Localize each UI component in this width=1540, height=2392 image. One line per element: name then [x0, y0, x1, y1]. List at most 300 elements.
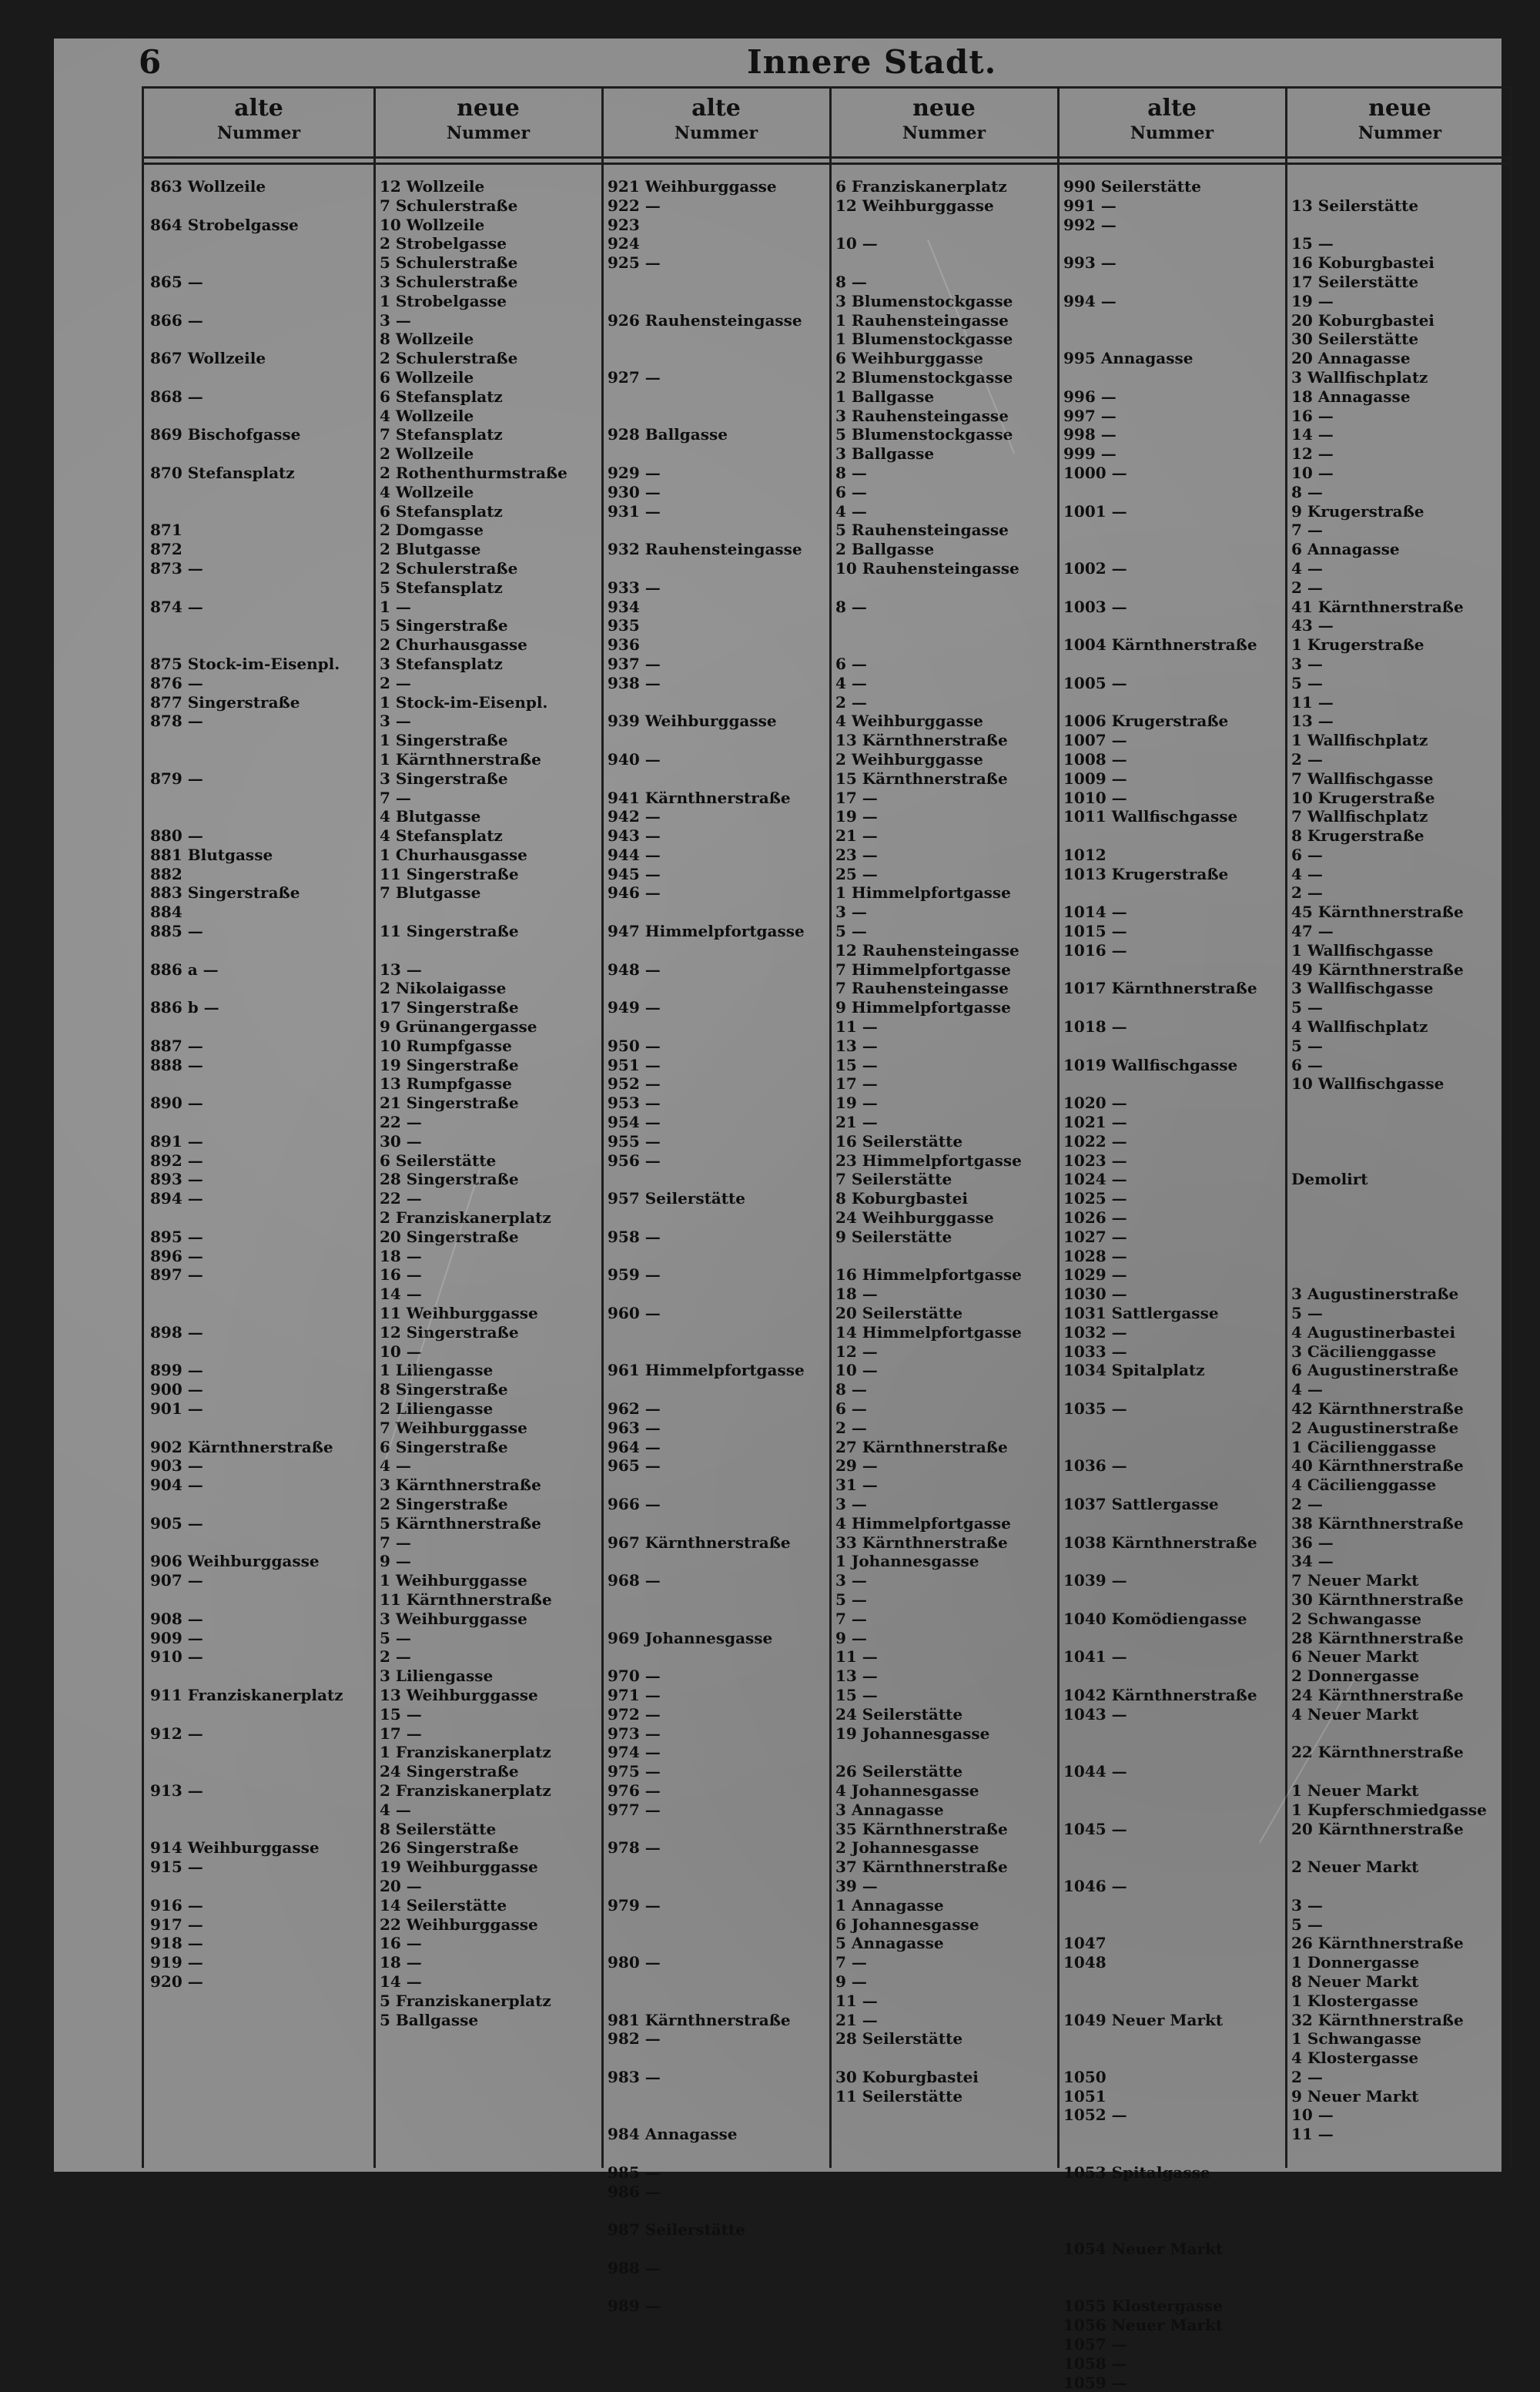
- table-cell: [144, 1533, 373, 1553]
- table-cell: 3 —: [1291, 1895, 1323, 1915]
- table-cell: 1041 —: [1063, 1647, 1127, 1667]
- table-cell: 21 —: [835, 826, 878, 846]
- table-cell: 928 Ballgasse: [608, 425, 728, 444]
- table-cell: 974 —: [608, 1743, 661, 1762]
- table-cell: 28 Seilerstätte: [835, 2029, 963, 2049]
- table-cell: 16 —: [1291, 406, 1334, 425]
- table-cell: 952 —: [608, 1074, 661, 1094]
- table-cell: 21 —: [835, 1113, 878, 1132]
- table-cell: 2 Schulerstraße: [380, 558, 518, 578]
- table-cell: 26 Kärnthnerstraße: [1291, 1934, 1464, 1953]
- table-cell: 901 —: [150, 1399, 203, 1418]
- table-cell: 39 —: [835, 1876, 878, 1895]
- table-cell: [1057, 540, 1287, 559]
- column-header: [144, 89, 373, 158]
- table-cell: 4 Neuer Markt: [1291, 1704, 1419, 1724]
- column-rows: [601, 177, 831, 2316]
- table-cell: 1 Neuer Markt: [1291, 1781, 1419, 1800]
- table-cell: [829, 1743, 1059, 1762]
- table-cell: [1057, 616, 1287, 635]
- table-cell: 1 Franziskanerplatz: [380, 1743, 551, 1762]
- table-cell: [601, 1972, 831, 1992]
- table-cell: 1 Strobelgasse: [380, 291, 507, 310]
- table-cell: 1021 —: [1063, 1113, 1127, 1132]
- table-cell: [1057, 368, 1287, 387]
- table-cell: 20 Seilerstätte: [835, 1304, 963, 1323]
- table-cell: 12 Rauhensteingasse: [835, 940, 1019, 960]
- table-cell: 897 —: [150, 1265, 203, 1285]
- table-cell: [144, 750, 373, 769]
- column-rows: [373, 177, 603, 2029]
- table-cell: 1015 —: [1063, 922, 1127, 941]
- table-cell: 7 —: [380, 788, 411, 807]
- table-cell: 1056 Neuer Markt: [1063, 2316, 1224, 2335]
- table-cell: 4 Cäcilienggasse: [1291, 1476, 1437, 1495]
- page-number: 6: [139, 43, 162, 81]
- table-cell: 975 —: [608, 1762, 661, 1781]
- table-cell: 11 —: [835, 1647, 878, 1667]
- table-cell: 17 —: [835, 788, 878, 807]
- table-cell: 7 —: [380, 1533, 411, 1552]
- column-rows: [829, 177, 1059, 2106]
- table-cell: 895 —: [150, 1227, 203, 1246]
- table-cell: [144, 1801, 373, 1820]
- table-cell: [601, 1170, 831, 1189]
- table-cell: 872: [150, 540, 182, 559]
- table-cell: 1011 Wallfischgasse: [1063, 807, 1238, 826]
- table-cell: 957 Seilerstätte: [608, 1189, 745, 1208]
- table-cell: 30 Kärnthnerstraße: [1291, 1590, 1464, 1609]
- table-cell: [1057, 1476, 1287, 1495]
- table-cell: [601, 330, 831, 349]
- table-cell: [829, 216, 1059, 235]
- table-cell: [1057, 1896, 1287, 1915]
- table-cell: 8 —: [835, 272, 867, 291]
- table-cell: 894 —: [150, 1189, 203, 1208]
- column-header: [1285, 89, 1515, 158]
- column-header: [829, 89, 1059, 158]
- table-cell: 4 —: [380, 1800, 411, 1819]
- table-cell: [144, 1820, 373, 1839]
- table-cell: 10 —: [835, 1361, 878, 1380]
- table-cell: 16 —: [380, 1934, 422, 1953]
- table-cell: 7 —: [835, 1609, 867, 1628]
- table-cell: 864 Strobelgasse: [150, 215, 299, 234]
- table-cell: 2 Rothenthurmstraße: [380, 463, 567, 482]
- table-cell: 6 Neuer Markt: [1291, 1647, 1419, 1667]
- table-cell: 8 —: [835, 463, 867, 482]
- table-cell: 1000 —: [1063, 463, 1127, 482]
- table-cell: 1 Ballgasse: [835, 387, 935, 406]
- table-cell: [144, 330, 373, 349]
- table-cell: 14 —: [1291, 425, 1334, 444]
- table-cell: 13 Seilerstätte: [1291, 196, 1419, 215]
- column-title: alte: [234, 95, 283, 122]
- table-cell: 4 —: [835, 673, 867, 692]
- table-cell: [144, 1495, 373, 1514]
- table-cell: 7 Himmelpfortgasse: [835, 960, 1011, 979]
- table-cell: 982 —: [608, 2029, 661, 2049]
- table-cell: 8 Neuer Markt: [1291, 1972, 1419, 1991]
- table-cell: [601, 1552, 831, 1571]
- table-cell: [601, 1915, 831, 1935]
- table-cell: 9 —: [380, 1552, 411, 1571]
- table-cell: 936: [608, 635, 640, 655]
- table-cell: [1057, 2049, 1287, 2068]
- table-cell: 17 Seilerstätte: [1291, 272, 1419, 291]
- table-cell: [601, 559, 831, 578]
- table-cell: 11 —: [1291, 692, 1334, 712]
- table-cell: [373, 903, 603, 922]
- table-cell: [829, 578, 1059, 598]
- table-cell: 14 —: [380, 1285, 422, 1304]
- table-cell: 1 Donnergasse: [1291, 1953, 1420, 1972]
- table-cell: 871: [150, 521, 182, 540]
- table-cell: 995 Annagasse: [1063, 349, 1194, 368]
- table-cell: [601, 1820, 831, 1839]
- table-cell: [1285, 1094, 1515, 1113]
- table-cell: 2 —: [1291, 578, 1323, 597]
- table-cell: [144, 483, 373, 502]
- table-cell: 45 Kärnthnerstraße: [1291, 903, 1464, 922]
- table-cell: [601, 693, 831, 712]
- table-cell: 932 Rauhensteingasse: [608, 540, 802, 559]
- table-cell: 35 Kärnthnerstraße: [835, 1819, 1008, 1838]
- table-cell: 41 Kärnthnerstraße: [1291, 597, 1464, 616]
- table-cell: [601, 292, 831, 311]
- table-cell: 4 —: [380, 1456, 411, 1476]
- table-cell: [1285, 1189, 1515, 1208]
- table-cell: 3 Stefansplatz: [380, 654, 503, 673]
- table-cell: 949 —: [608, 998, 661, 1017]
- table-cell: 7 Schulerstraße: [380, 196, 518, 215]
- table-cell: 5 Franziskanerplatz: [380, 1991, 551, 2010]
- table-cell: 1026 —: [1063, 1208, 1127, 1228]
- table-cell: 20 —: [380, 1876, 422, 1895]
- table-cell: 1058 —: [1063, 2353, 1127, 2373]
- table-cell: 2 Schwangasse: [1291, 1609, 1421, 1628]
- table-cell: 11 —: [835, 1017, 878, 1037]
- table-cell: 1035 —: [1063, 1399, 1127, 1418]
- table-cell: [1057, 883, 1287, 903]
- table-cell: 1055 Klostergasse: [1063, 2297, 1223, 2316]
- table-cell: [601, 1476, 831, 1495]
- table-cell: 1013 Krugerstraße: [1063, 864, 1229, 883]
- table-cell: 2 Neuer Markt: [1291, 1858, 1419, 1877]
- table-cell: 886 b —: [150, 998, 219, 1017]
- table-cell: 1 Wallfischgasse: [1291, 940, 1434, 960]
- table-cell: 1 Stock-im-Eisenpl.: [380, 692, 548, 712]
- table-cell: 1049 Neuer Markt: [1063, 2010, 1224, 2029]
- table-cell: [1057, 578, 1287, 598]
- table-cell: 7 Weihburggasse: [380, 1418, 527, 1437]
- table-cell: 13 Weihburggasse: [380, 1685, 538, 1704]
- table-cell: 970 —: [608, 1667, 661, 1686]
- table-cell: 964 —: [608, 1437, 661, 1456]
- table-cell: [601, 387, 831, 407]
- table-cell: [144, 941, 373, 960]
- table-cell: [144, 1667, 373, 1686]
- table-cell: 1 Wallfischplatz: [1291, 731, 1428, 750]
- table-cell: 896 —: [150, 1246, 203, 1265]
- table-cell: [144, 1419, 373, 1438]
- table-cell: 1033 —: [1063, 1342, 1127, 1361]
- table-cell: 6 —: [1291, 1055, 1323, 1074]
- table-cell: 6 —: [835, 1399, 867, 1418]
- table-cell: 991 —: [1063, 196, 1116, 215]
- table-cell: [144, 444, 373, 464]
- table-cell: [1285, 1877, 1515, 1896]
- table-cell: 883 Singerstraße: [150, 883, 300, 903]
- table-cell: 23 Himmelpfortgasse: [835, 1151, 1022, 1170]
- table-cell: 12 —: [1291, 444, 1334, 464]
- column-old-3: [1057, 89, 1287, 2392]
- table-cell: 980 —: [608, 1953, 661, 1972]
- table-cell: 1 Singerstraße: [380, 731, 508, 750]
- table-cell: 10 —: [1291, 2106, 1334, 2125]
- table-cell: 880 —: [150, 826, 203, 846]
- table-cell: 10 Krugerstraße: [1291, 788, 1435, 807]
- table-cell: 16 —: [380, 1265, 422, 1285]
- table-cell: 1057 —: [1063, 2335, 1127, 2354]
- table-cell: 5 Kärnthnerstraße: [380, 1513, 541, 1533]
- table-cell: 1023 —: [1063, 1151, 1127, 1170]
- table-cell: 5 Blumenstockgasse: [835, 425, 1013, 444]
- table-cell: 2 Liliengasse: [380, 1399, 494, 1418]
- table-cell: 7 Stefansplatz: [380, 425, 503, 444]
- table-cell: 8 Koburgbastei: [835, 1189, 968, 1208]
- table-cell: [1285, 1265, 1515, 1285]
- table-cell: 881 Blutgasse: [150, 845, 273, 864]
- table-cell: 1 Annagasse: [835, 1895, 944, 1915]
- table-cell: [144, 635, 373, 655]
- column-old-2: [601, 89, 831, 2316]
- table-cell: 7 Wallfischgasse: [1291, 769, 1434, 788]
- table-cell: 18 —: [380, 1246, 422, 1265]
- table-cell: 1037 Sattlergasse: [1063, 1494, 1219, 1513]
- table-cell: 2 Blutgasse: [380, 540, 481, 559]
- table-cell: 3 —: [835, 1494, 867, 1513]
- table-cell: [1285, 1838, 1515, 1858]
- table-cell: 985 —: [608, 2163, 661, 2182]
- table-cell: 24 Weihburggasse: [835, 1208, 994, 1228]
- table-cell: [1057, 1552, 1287, 1571]
- table-cell: 2 Franziskanerplatz: [380, 1208, 551, 1228]
- table-cell: 2 Johannesgasse: [835, 1838, 979, 1858]
- table-cell: 2 —: [835, 692, 867, 712]
- table-cell: 1032 —: [1063, 1322, 1127, 1342]
- table-cell: 870 Stefansplatz: [150, 463, 295, 482]
- table-cell: 25 —: [835, 864, 878, 883]
- table-cell: [829, 253, 1059, 273]
- table-cell: 884: [150, 903, 182, 922]
- table-cell: 24 Kärnthnerstraße: [1291, 1685, 1464, 1704]
- table-cell: 13 —: [835, 1036, 878, 1055]
- table-cell: 904 —: [150, 1476, 203, 1495]
- column-title: neue: [1368, 95, 1431, 122]
- table-cell: 24 Singerstraße: [380, 1762, 519, 1781]
- table-cell: 888 —: [150, 1055, 203, 1074]
- table-cell: [601, 1610, 831, 1629]
- table-cell: 915 —: [150, 1858, 203, 1877]
- table-cell: 983 —: [608, 2067, 661, 2086]
- table-cell: 6 Johannesgasse: [835, 1915, 979, 1934]
- table-cell: 3 —: [380, 310, 411, 330]
- table-cell: 6 Franziskanerplatz: [835, 177, 1007, 196]
- table-cell: 1018 —: [1063, 1017, 1127, 1037]
- table-cell: 4 Wallfischplatz: [1291, 1017, 1428, 1037]
- table-cell: [1285, 1762, 1515, 1781]
- table-cell: 9 Seilerstätte: [835, 1227, 952, 1246]
- table-cell: 1029 —: [1063, 1265, 1127, 1285]
- table-cell: 1034 Spitalplatz: [1063, 1361, 1205, 1380]
- table-cell: 1 Schwangasse: [1291, 2029, 1421, 2049]
- table-cell: 12 Weihburggasse: [835, 196, 994, 215]
- table-cell: 26 Seilerstätte: [835, 1762, 963, 1781]
- table-cell: [1057, 521, 1287, 540]
- table-cell: 3 Cäcilienggasse: [1291, 1342, 1437, 1361]
- table-cell: [1057, 1972, 1287, 1992]
- table-cell: 10 —: [1291, 463, 1334, 482]
- table-cell: 2 Franziskanerplatz: [380, 1781, 551, 1800]
- table-cell: 3 Blumenstockgasse: [835, 291, 1013, 310]
- table-cell: 5 —: [1291, 998, 1323, 1017]
- table-cell: 924: [608, 234, 640, 253]
- table-cell: [601, 769, 831, 789]
- table-cell: 2 Donnergasse: [1291, 1667, 1420, 1686]
- table-cell: 1054 Neuer Markt: [1063, 2240, 1224, 2259]
- table-cell: 956 —: [608, 1151, 661, 1170]
- table-cell: [144, 1113, 373, 1132]
- table-cell: 3 Kärnthnerstraße: [380, 1476, 541, 1495]
- table-cell: 868 —: [150, 387, 203, 406]
- table-cell: 1 Churhausgasse: [380, 845, 527, 864]
- table-cell: [601, 1247, 831, 1266]
- table-cell: [1285, 1151, 1515, 1171]
- table-cell: [144, 578, 373, 598]
- table-cell: 2 —: [1291, 2067, 1323, 2086]
- table-cell: [601, 2106, 831, 2125]
- table-cell: [1057, 1743, 1287, 1762]
- table-cell: 18 Annagasse: [1291, 387, 1411, 406]
- table-cell: [601, 2144, 831, 2163]
- table-cell: 4 Klostergasse: [1291, 2049, 1419, 2068]
- table-cell: 935: [608, 616, 640, 635]
- table-cell: 916 —: [150, 1895, 203, 1915]
- table-cell: 16 Koburgbastei: [1291, 253, 1435, 273]
- table-cell: 953 —: [608, 1094, 661, 1113]
- table-cell: 14 Seilerstätte: [380, 1895, 507, 1915]
- table-cell: 6 Stefansplatz: [380, 501, 503, 521]
- table-cell: 16 Seilerstätte: [835, 1131, 963, 1151]
- table-cell: 5 —: [1291, 1304, 1323, 1323]
- table-cell: 989 —: [608, 2297, 661, 2316]
- table-cell: [144, 407, 373, 426]
- table-cell: 4 Blutgasse: [380, 807, 481, 826]
- table-cell: 10 —: [835, 234, 878, 253]
- table-cell: [1057, 1838, 1287, 1858]
- table-cell: [601, 2240, 831, 2259]
- table-cell: [144, 1342, 373, 1362]
- table-cell: 981 Kärnthnerstraße: [608, 2010, 791, 2029]
- table-cell: [1285, 1208, 1515, 1228]
- table-cell: 944 —: [608, 845, 661, 864]
- table-cell: 869 Bischofgasse: [150, 425, 301, 444]
- table-cell: 1042 Kärnthnerstraße: [1063, 1685, 1257, 1704]
- table-cell: [601, 1323, 831, 1342]
- table-cell: 960 —: [608, 1304, 661, 1323]
- table-cell: [144, 1705, 373, 1724]
- table-cell: 906 Weihburggasse: [150, 1552, 320, 1571]
- table-cell: 22 —: [380, 1113, 422, 1132]
- table-cell: 1 Klostergasse: [1291, 1991, 1419, 2010]
- table-cell: 5 Schulerstraße: [380, 253, 518, 273]
- table-cell: [1057, 2144, 1287, 2163]
- table-cell: 2 —: [380, 673, 411, 692]
- table-cell: [144, 1762, 373, 1781]
- table-cell: 1027 —: [1063, 1227, 1127, 1246]
- table-cell: 10 Wollzeile: [380, 215, 485, 234]
- table-cell: 903 —: [150, 1456, 203, 1476]
- table-cell: 4 Wollzeile: [380, 482, 474, 501]
- table-cell: 931 —: [608, 501, 661, 521]
- table-cell: 1038 Kärnthnerstraße: [1063, 1533, 1257, 1552]
- table-cell: 1022 —: [1063, 1131, 1127, 1151]
- table-cell: 3 Annagasse: [835, 1800, 944, 1819]
- table-cell: 1039 —: [1063, 1571, 1127, 1590]
- table-cell: 18 —: [835, 1285, 878, 1304]
- column-new-2: [829, 89, 1059, 2168]
- table-cell: 19 —: [1291, 291, 1334, 310]
- table-cell: 7 —: [1291, 521, 1323, 540]
- table-cell: [601, 2087, 831, 2106]
- table-cell: 19 Singerstraße: [380, 1055, 519, 1074]
- table-cell: 47 —: [1291, 922, 1334, 941]
- table-cell: 976 —: [608, 1781, 661, 1800]
- table-cell: [1057, 2183, 1287, 2202]
- table-cell: [1057, 1438, 1287, 1457]
- table-cell: 42 Kärnthnerstraße: [1291, 1399, 1464, 1418]
- table-cell: 10 Rumpfgasse: [380, 1036, 512, 1055]
- table-cell: 9 Krugerstraße: [1291, 501, 1424, 521]
- table-cell: 978 —: [608, 1838, 661, 1858]
- table-cell: 24 Seilerstätte: [835, 1704, 963, 1724]
- table-cell: 40 Kärnthnerstraße: [1291, 1456, 1464, 1476]
- table-cell: [601, 1208, 831, 1228]
- table-cell: 3 Augustinerstraße: [1291, 1285, 1459, 1304]
- table-cell: 5 —: [1291, 1036, 1323, 1055]
- table-cell: 13 —: [835, 1667, 878, 1686]
- table-cell: 955 —: [608, 1131, 661, 1151]
- table-cell: 8 —: [1291, 482, 1323, 501]
- table-cell: 15 —: [1291, 234, 1334, 253]
- table-cell: 1 Kupferschmiedgasse: [1291, 1800, 1487, 1819]
- table-cell: 937 —: [608, 654, 661, 673]
- table-cell: 892 —: [150, 1151, 203, 1170]
- table-cell: 988 —: [608, 2258, 661, 2277]
- table-cell: [1057, 1858, 1287, 1877]
- table-cell: [1057, 1724, 1287, 1744]
- table-cell: 1014 —: [1063, 903, 1127, 922]
- table-cell: [144, 1590, 373, 1610]
- table-cell: [829, 1247, 1059, 1266]
- table-cell: 1 Krugerstraße: [1291, 635, 1424, 655]
- table-cell: 1004 Kärnthnerstraße: [1063, 635, 1257, 655]
- table-cell: 1030 —: [1063, 1285, 1127, 1304]
- table-cell: 1009 —: [1063, 769, 1127, 788]
- table-cell: 997 —: [1063, 406, 1116, 425]
- table-cell: 875 Stock-im-Eisenpl.: [150, 654, 340, 673]
